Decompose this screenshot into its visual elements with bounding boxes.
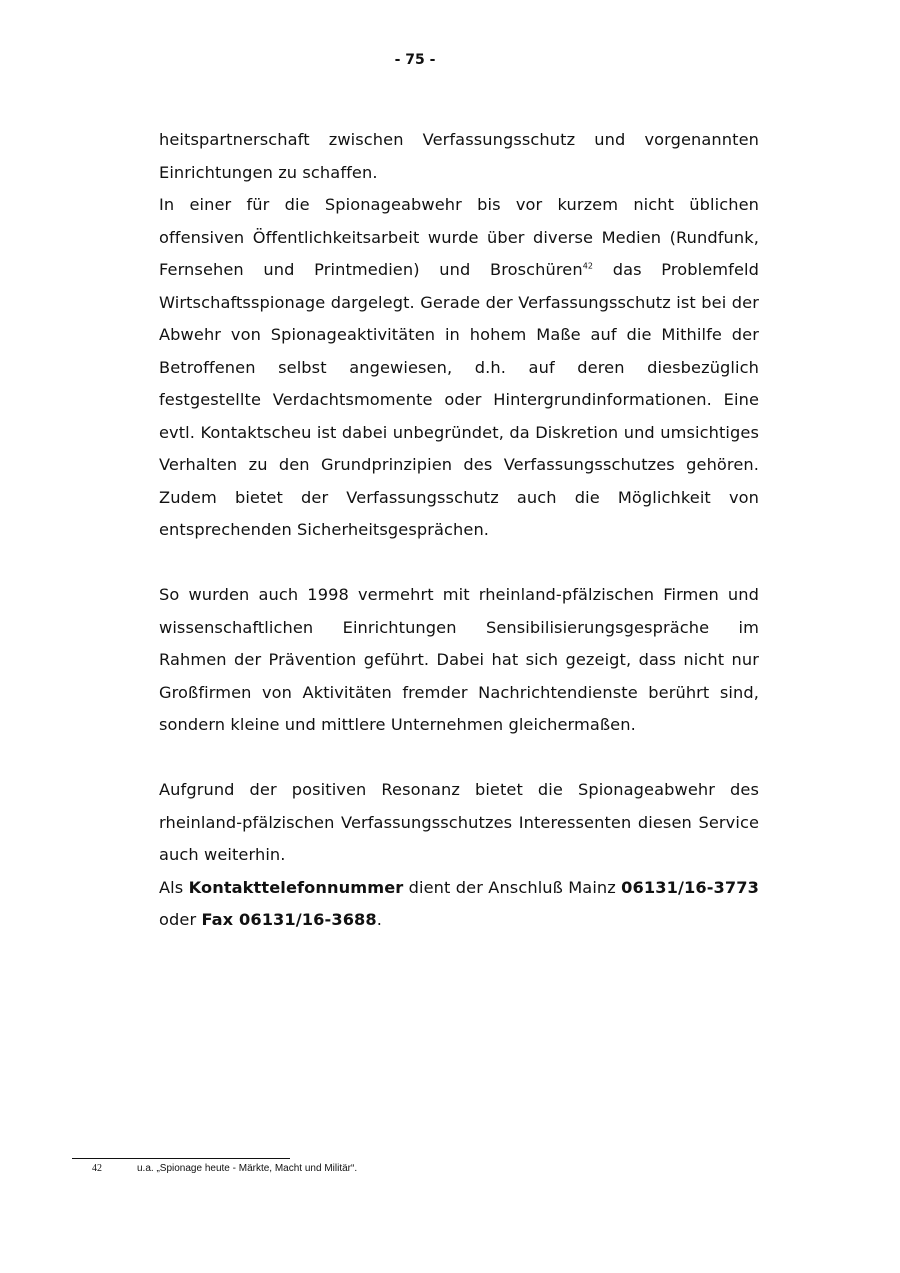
paragraph-1 xyxy=(159,124,759,189)
paragraph-4-text: Aufgrund der positiven Resonanz bietet die Spionageabwehr des rheinland-pfälzischen Verfassungsschutzes Interessenten diesen Service auch weiterhin. xyxy=(159,780,759,864)
paragraph-5 xyxy=(159,872,759,937)
footnote-reference: 42 xyxy=(582,261,594,271)
body-text xyxy=(159,124,759,937)
paragraph-3 xyxy=(159,579,759,742)
page-number: - 75 - xyxy=(394,52,436,68)
contact-fax: Fax 06131/16-3688 xyxy=(201,910,377,929)
paragraph-3-text: So wurden auch 1998 vermehrt mit rheinland-pfälzischen Firmen und wissenschaftlichen Einrichtungen Sensibilisierungsgespräche im Rahmen der Prävention geführt. Dabei hat sich gezeigt, dass nicht nur Großfirmen von Aktivitäten fremder Nachrichtendienste berührt sind, sondern kleine und mittlere Unternehmen gleichermaßen. xyxy=(159,585,759,734)
paragraph-4 xyxy=(159,774,759,872)
paragraph-1-text: heitspartnerschaft zwischen Verfassungsschutz und vorgenannten Einrichtungen zu schaffen. xyxy=(159,130,759,182)
footnote-divider xyxy=(72,1158,290,1159)
contact-prefix: Als xyxy=(159,877,189,897)
contact-label: Kontakttelefonnummer xyxy=(188,877,404,897)
paragraph-2-text-a: In einer für die Spionageabwehr bis vor kurzem nicht üblichen offensiven Öffentlichkeitsarbeit wurde über diverse Medien (Rundfunk, Fernsehen und Printmedien) und Broschüren xyxy=(159,195,759,279)
footnote-text: u.a. „Spionage heute - Märkte, Macht und Militär“. xyxy=(137,1163,358,1174)
paragraph-2 xyxy=(159,189,759,547)
paragraph-2-text-b: das Problemfeld Wirtschaftsspionage dargelegt. Gerade der Verfassungsschutz ist bei der Abwehr von Spionageaktivitäten in hohem Maße auf die Mithilfe der Betroffenen selbst angewiesen, d.h. auf deren diesbezüglich festgestellte Verdachtsmomente oder Hintergrundinformationen. Eine evtl. Kontaktscheu ist dabei unbegründet, da Diskretion und umsichtiges Verhalten zu den Grundprinzipien des Verfassungsschutzes gehören. Zudem bietet der Verfassungsschutz auch die Möglichkeit von entsprechenden Sicherheitsgesprächen. xyxy=(159,260,759,539)
contact-middle: dient der Anschluß Mainz xyxy=(403,877,622,897)
paragraph-gap xyxy=(159,547,759,580)
contact-phone: 06131/16-3773 xyxy=(621,877,759,897)
footnote-number: 42 xyxy=(92,1163,102,1174)
contact-or: oder xyxy=(159,910,202,929)
contact-suffix: . xyxy=(376,910,383,929)
paragraph-gap xyxy=(159,742,759,775)
footnote xyxy=(92,1163,357,1174)
